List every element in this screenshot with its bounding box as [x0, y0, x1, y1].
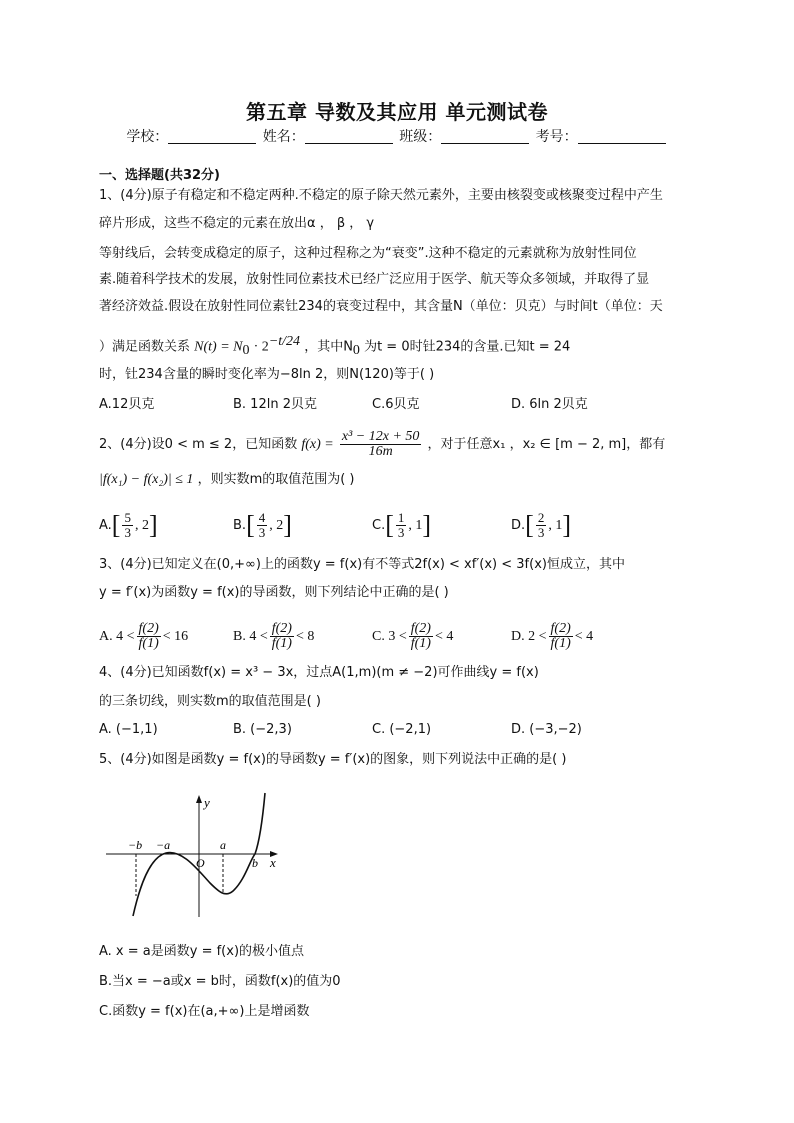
q2-option-b[interactable]: [233, 511, 292, 540]
q3-opt-d-den: f(1): [550, 636, 571, 651]
q2-l1-text-c: ，对于任意x₁ ，x₂ ∈ [m − 2, m]，都有: [427, 437, 666, 452]
exam-no-label: 考号：: [535, 129, 578, 145]
left-bracket-icon: [: [246, 510, 255, 540]
graph-label-neg-a: −a: [156, 838, 171, 852]
name-label: 姓名：: [262, 129, 305, 145]
q2-opt-b-label: B.: [233, 518, 247, 533]
q3-opt-a-label: A. 4 <: [99, 629, 135, 644]
left-bracket-icon: [: [525, 510, 534, 540]
graph-label-x: x: [270, 855, 276, 870]
q1-line-1: 1、(4分)原子有稳定和不稳定两种.不稳定的原子除天然元素外，主要由核裂变或核聚变过程中产生: [99, 188, 663, 203]
q2-opt-c-den: 3: [397, 525, 405, 540]
q2-fx: f(x) =: [301, 437, 334, 452]
q3-line-1: 3、(4分)已知定义在(0,+∞)上的函数y = f(x)有不等式2f(x) < xf′(x) < 3f(x)恒成立，其中: [99, 557, 625, 572]
q3-opt-d-num: f(2): [550, 621, 571, 636]
q2-frac-numerator: x³ − 12x + 50: [341, 429, 420, 444]
q3-opt-d-frac: [549, 622, 573, 651]
q4-option-a[interactable]: A. (−1,1): [99, 722, 158, 737]
q1-option-b[interactable]: B. 12ln 2贝克: [233, 397, 317, 412]
q3-option-a[interactable]: [99, 622, 188, 651]
q4-line-2: 的三条切线，则实数m的取值范围是( ): [99, 694, 321, 709]
q2-frac-denominator: 16m: [368, 444, 393, 459]
school-blank[interactable]: [168, 129, 256, 144]
q4-option-c[interactable]: C. (−2,1): [372, 722, 432, 737]
q4-option-d[interactable]: D. (−3,−2): [511, 722, 582, 737]
q1-line-6: [99, 333, 570, 360]
q1-exponent: −t/24: [268, 334, 301, 349]
graph-label-origin: O: [196, 856, 205, 870]
q3-option-d[interactable]: [511, 622, 593, 651]
q2-abs-expr: |f(x₁) − f(x₂)| ≤ 1: [99, 472, 194, 487]
q1-sub-0b: 0: [352, 342, 360, 358]
q5-option-a[interactable]: A. x = a是函数y = f(x)的极小值点: [99, 944, 305, 959]
q2-opt-c-num: 1: [397, 510, 405, 525]
q3-opt-b-num: f(2): [271, 621, 292, 636]
q2-opt-b-frac: [257, 511, 268, 540]
q1-line-4: 素.随着科学技术的发展，放射性同位素技术已经广泛应用于医学、航天等众多领域，并取得了显: [99, 272, 650, 287]
q2-fraction: [340, 430, 422, 459]
left-bracket-icon: [: [385, 510, 394, 540]
q2-opt-a-label: A.: [99, 518, 112, 533]
q4-line-1: 4、(4分)已知函数f(x) = x³ − 3x，过点A(1,m)(m ≠ −2)可作曲线y = f(x): [99, 665, 539, 680]
q3-line-2: y = f′(x)为函数y = f(x)的导函数，则下列结论中正确的是( ): [99, 585, 449, 600]
q3-opt-d-rest: < 4: [574, 629, 594, 644]
graph-label-a: a: [220, 838, 226, 852]
q2-opt-d-rest: , 1: [548, 518, 563, 533]
q1-option-d[interactable]: D. 6ln 2贝克: [511, 397, 588, 412]
q1-option-a[interactable]: A.12贝克: [99, 397, 155, 412]
q2-opt-a-rest: , 2: [134, 518, 149, 533]
q1-l6-text-a: ）满足函数关系: [99, 339, 191, 355]
q3-opt-b-frac: [270, 622, 294, 651]
q2-opt-a-frac: [122, 511, 133, 540]
q3-opt-c-rest: < 4: [434, 629, 454, 644]
q2-opt-d-frac: [536, 511, 547, 540]
q2-opt-b-den: 3: [258, 525, 266, 540]
q1-l6-text-h: 为t = 0时钍234的含量.已知t = 24: [364, 339, 571, 355]
q3-opt-b-label: B. 4 <: [233, 629, 268, 644]
q2-opt-d-num: 2: [537, 510, 545, 525]
q2-l1-text-a: 2、(4分)设0 < m ≤ 2，已知函数: [99, 437, 298, 452]
q1-line-5: 著经济效益.假设在放射性同位素钍234的衰变过程中，其含量N（单位：贝克）与时间t（单位：天: [99, 299, 663, 314]
q1-line-3: 等射线后，会转变成稳定的原子，这种过程称之为“衰变”.这种不稳定的元素就称为放射性同位: [99, 246, 637, 261]
q2-opt-d-label: D.: [511, 518, 526, 533]
q3-opt-a-rest: < 16: [162, 629, 189, 644]
name-blank[interactable]: [305, 129, 393, 144]
q3-option-c[interactable]: [372, 622, 453, 651]
q3-opt-c-frac: [409, 622, 433, 651]
q2-opt-c-label: C.: [372, 518, 386, 533]
right-bracket-icon: ]: [148, 510, 158, 540]
q2-opt-b-num: 4: [258, 510, 266, 525]
q2-opt-a-num: 5: [124, 510, 131, 525]
q2-opt-a-den: 3: [124, 525, 131, 540]
q5-option-c[interactable]: C.函数y = f(x)在(a,+∞)上是增函数: [99, 1004, 310, 1019]
section-heading: 一、选择题(共32分): [99, 168, 220, 183]
graph-label-b: b: [252, 856, 258, 870]
q1-option-c[interactable]: C.6贝克: [372, 397, 420, 412]
q3-opt-c-num: f(2): [410, 621, 431, 636]
class-label: 班级：: [399, 129, 442, 145]
graph-label-y: y: [204, 795, 210, 810]
q3-opt-d-label: D. 2 <: [511, 629, 547, 644]
derivative-graph: [100, 785, 290, 925]
q4-option-b[interactable]: B. (−2,3): [233, 722, 292, 737]
q5-line-1: 5、(4分)如图是函数y = f(x)的导函数y = f′(x)的图象，则下列说法中正确的是( ): [99, 752, 567, 767]
q1-l6-text-f: ，其中N: [304, 339, 353, 355]
right-bracket-icon: ]: [283, 510, 292, 540]
school-label: 学校：: [126, 129, 169, 145]
q1-line-7: 时，钍234含量的瞬时变化率为−8ln 2，则N(120)等于( ): [99, 367, 435, 382]
exam-no-blank[interactable]: [578, 129, 666, 144]
q3-opt-b-rest: < 8: [295, 629, 315, 644]
q1-formula-two: · 2: [253, 339, 269, 355]
q3-opt-a-frac: [137, 622, 161, 651]
q3-opt-c-label: C. 3 <: [372, 629, 407, 644]
q1-sub-0: 0: [242, 342, 250, 358]
y-arrow-icon: [196, 795, 202, 803]
q3-opt-b-den: f(1): [271, 636, 292, 651]
q3-option-b[interactable]: [233, 622, 314, 651]
q2-line-1: [99, 430, 665, 459]
q3-opt-a-num: f(2): [138, 621, 159, 636]
page-title: 第五章 导数及其应用 单元测试卷: [246, 100, 548, 124]
q2-opt-d-den: 3: [537, 525, 545, 540]
q2-l2-text-b: ，则实数m的取值范围为( ): [197, 472, 355, 487]
q1-formula-n: N(t) = N: [194, 339, 243, 355]
q2-opt-c-rest: , 1: [408, 518, 423, 533]
student-info-line: [0, 126, 794, 146]
q3-opt-c-den: f(1): [410, 636, 431, 651]
q5-option-b[interactable]: B.当x = −a或x = b时，函数f(x)的值为0: [99, 974, 341, 989]
q2-option-c[interactable]: [372, 511, 431, 540]
class-blank[interactable]: [441, 129, 529, 144]
q1-line-2: 碎片形成，这些不稳定的元素在放出α ， β ， γ: [99, 216, 375, 231]
left-bracket-icon: [: [111, 510, 121, 540]
q2-opt-c-frac: [396, 511, 407, 540]
q2-option-d[interactable]: [511, 511, 571, 540]
right-bracket-icon: ]: [422, 510, 432, 540]
right-bracket-icon: ]: [562, 510, 571, 540]
graph-label-neg-b: −b: [128, 838, 143, 852]
q2-line-2: [99, 471, 355, 489]
q2-option-a[interactable]: [99, 511, 158, 540]
q2-opt-b-rest: , 2: [269, 518, 284, 533]
q3-opt-a-den: f(1): [138, 636, 159, 651]
